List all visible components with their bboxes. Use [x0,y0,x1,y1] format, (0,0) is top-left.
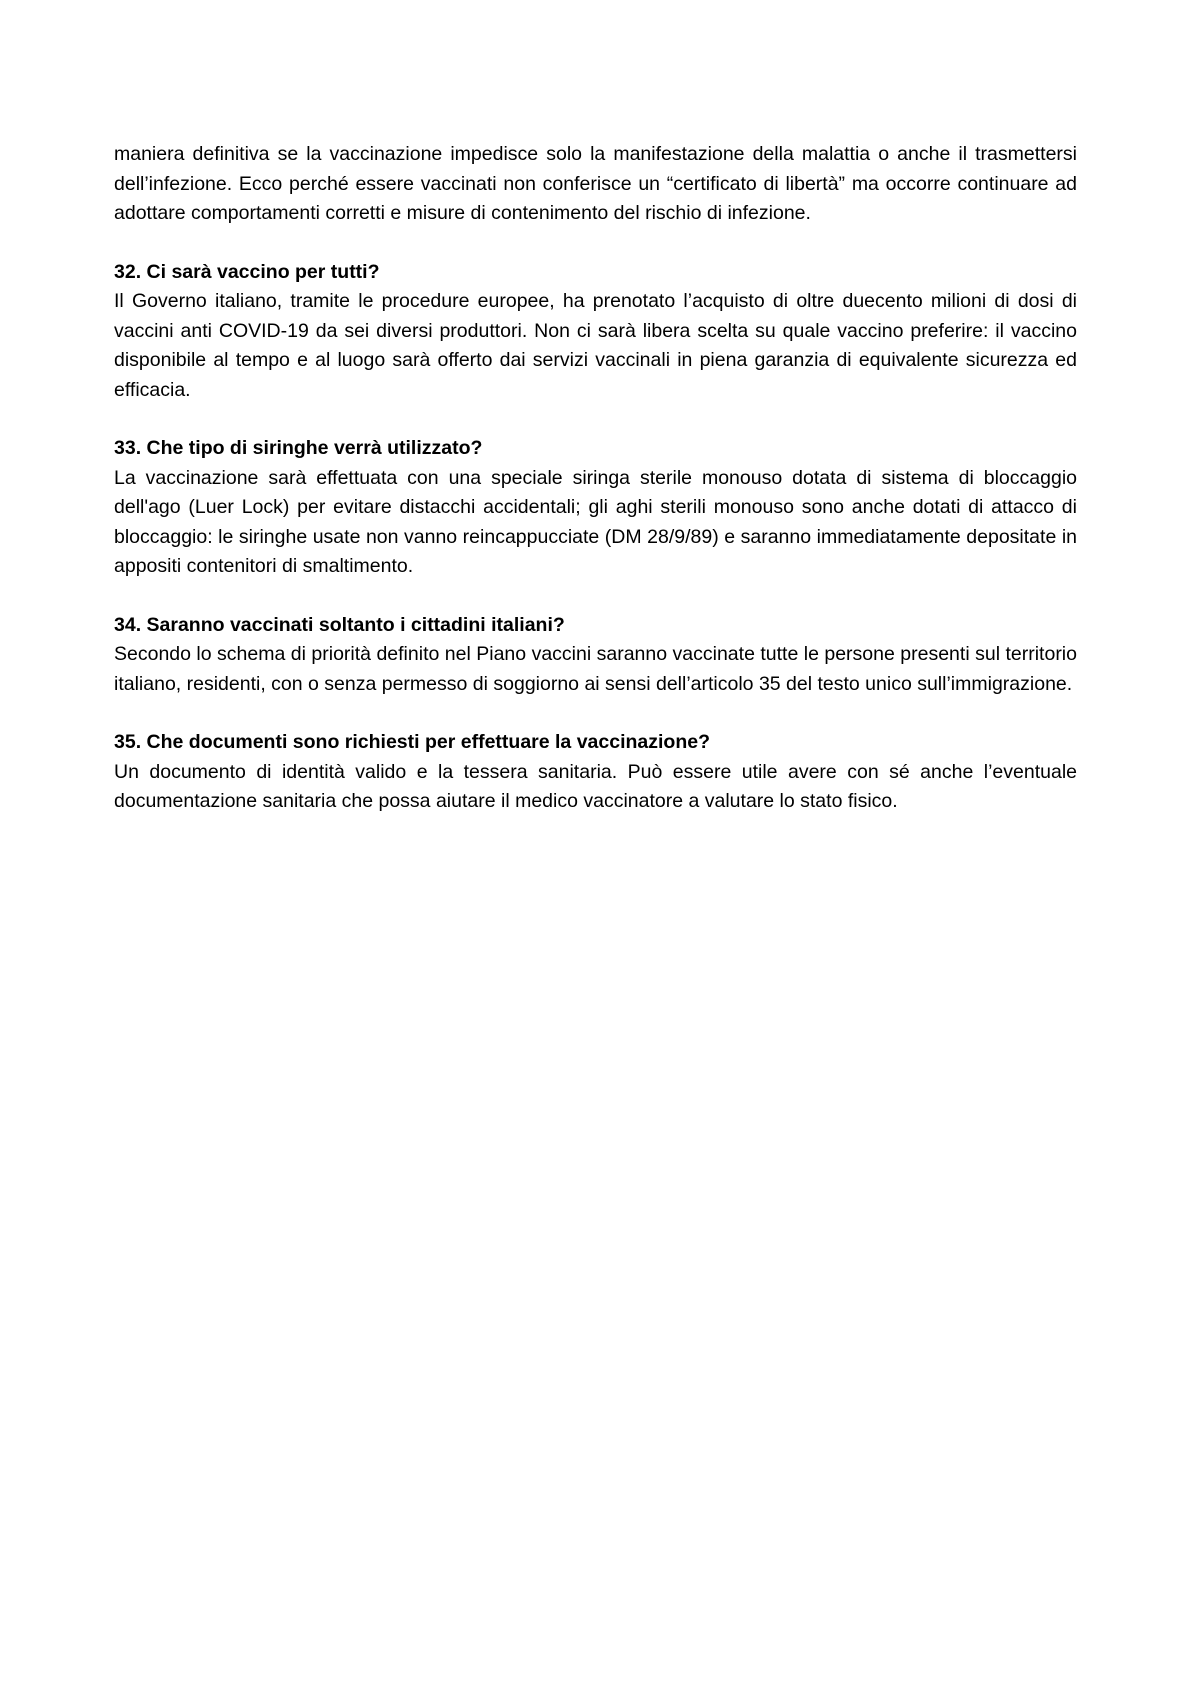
faq-question: 34. Saranno vaccinati soltanto i cittadini italiani? [114,613,565,636]
faq-answer: Il Governo italiano, tramite le procedure europee, ha prenotato l’acquisto di oltre duecento milioni di dosi di vaccini anti COVID-19 da sei diversi produttori. Non ci sarà libera scelta su quale vaccino preferire: il vaccino disponibile al tempo e al luogo sarà offerto dai servizi vaccinali in piena garanzia di equivalente sicurezza ed efficacia. [114,290,1077,401]
faq-question: 33. Che tipo di siringhe verrà utilizzato? [114,437,483,459]
document-page [114,140,1077,817]
faq-item-35 [114,728,1077,817]
faq-answer: Un documento di identità valido e la tessera sanitaria. Può essere utile avere con sé anche l’eventuale documentazione sanitaria che possa aiutare il medico vaccinatore a valutare lo stato fisico. [114,760,1077,812]
intro-paragraph: maniera definitiva se la vaccinazione impedisce solo la manifestazione della malattia o anche il trasmettersi dell’infezione. Ecco perché essere vaccinati non conferisce un “certificato di libertà” ma occorre continuare ad adottare comportamenti corretti e misure di contenimento del rischio di infezione. [114,143,1077,224]
faq-answer: La vaccinazione sarà effettuata con una speciale siringa sterile monouso dotata di sistema di bloccaggio dell'ago (Luer Lock) per evitare distacchi accidentali; gli aghi sterili monouso sono anche dotati di attacco di bloccaggio: le siringhe usate non vanno reincappucciate (DM 28/9/89) e saranno immediatamente depositate in appositi contenitori di smaltimento. [114,466,1077,577]
faq-answer: Secondo lo schema di priorità definito nel Piano vaccini saranno vaccinate tutte le persone presenti sul territorio italiano, residenti, con o senza permesso di soggiorno ai sensi dell’articolo 35 del testo unico sull’immigrazione. [114,643,1077,695]
faq-item-32 [114,258,1077,406]
faq-question: 35. Che documenti sono richiesti per effettuare la vaccinazione? [114,731,710,753]
faq-question: 32. Ci sarà vaccino per tutti? [114,260,380,283]
faq-item-33 [114,434,1077,582]
faq-item-34 [114,611,1077,700]
